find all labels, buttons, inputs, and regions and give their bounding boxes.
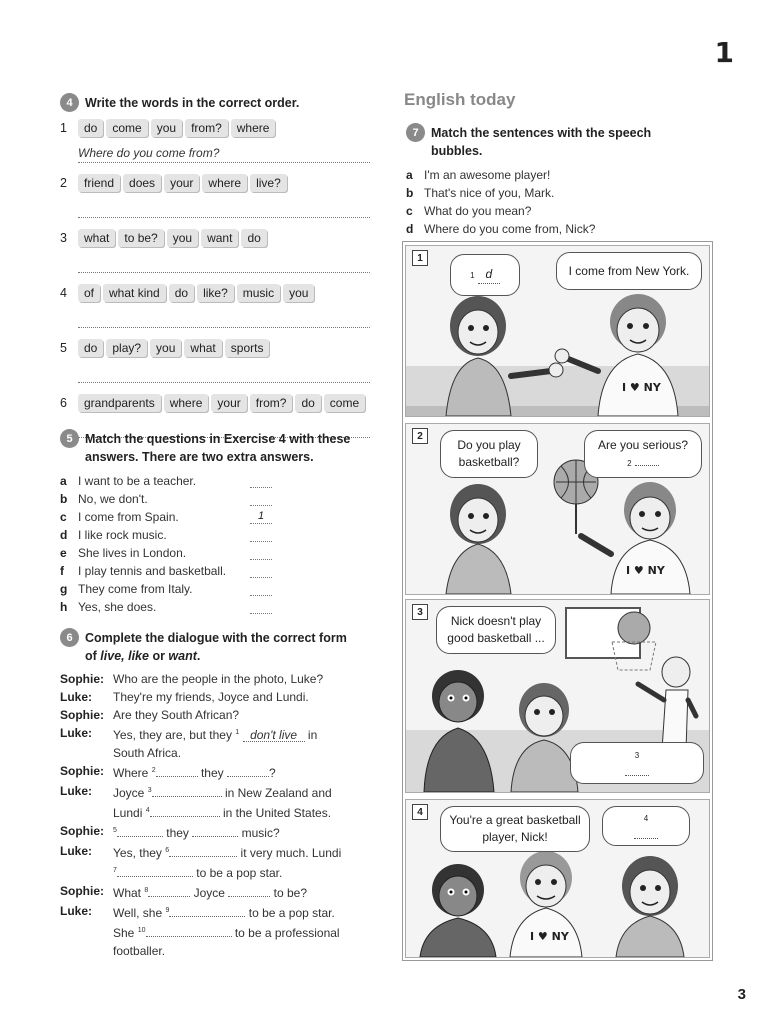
- item-letter: e: [60, 546, 67, 560]
- item-letter: d: [406, 222, 414, 236]
- dialogue-line: [60, 688, 370, 706]
- section-title-english-today: English today: [404, 90, 516, 109]
- speech-bubble-do-you-play-basketball: [440, 430, 538, 478]
- text-fragment: it very much. Lundi: [240, 846, 342, 860]
- answer-line[interactable]: [78, 311, 370, 328]
- text-fragment: in the United States.: [222, 806, 332, 820]
- match-answer-gap[interactable]: [250, 601, 272, 614]
- word-order-list: [60, 118, 370, 438]
- gap-number: 3: [147, 787, 152, 794]
- answer-match-list: [60, 472, 370, 616]
- word-chip: music: [237, 284, 280, 302]
- instruction-line: Match the questions in Exercise 4 with these: [85, 432, 351, 446]
- speaker-sophie: Sophie:: [60, 672, 104, 686]
- dialogue-line: [60, 782, 370, 822]
- word-chip: do: [169, 284, 194, 302]
- word-chip: you: [283, 284, 314, 302]
- word-chip: where: [231, 119, 276, 137]
- text-fragment: they: [200, 766, 224, 780]
- bubble-number: 4: [643, 813, 649, 823]
- word-chips: [78, 284, 314, 302]
- exercise-number-badge: 4: [60, 93, 79, 112]
- sentence-text: That's nice of you, Mark.: [424, 186, 555, 200]
- word-chip: sports: [225, 339, 270, 357]
- speaker-sophie: Sophie:: [60, 824, 104, 838]
- word-chip: do: [78, 119, 103, 137]
- word-chip: do: [295, 394, 320, 412]
- word-order-item: [60, 228, 370, 273]
- word-chip: friend: [78, 174, 120, 192]
- word-chip: what: [184, 339, 221, 357]
- bubble-answer-gap[interactable]: [634, 829, 658, 839]
- sentence-text: Where do you come from, Nick?: [424, 222, 596, 236]
- text-fragment: footballer.: [113, 944, 166, 958]
- word-chip: what: [78, 229, 115, 247]
- item-letter: a: [406, 168, 413, 182]
- unit-number: 1: [714, 36, 734, 69]
- word-chip: does: [123, 174, 161, 192]
- exercise-4-heading: [60, 94, 370, 112]
- word-chips: [78, 119, 275, 137]
- gap-1-example-answer: don't live: [243, 729, 305, 742]
- answer-item: [60, 526, 370, 544]
- bubble-number: 3: [634, 750, 640, 760]
- text-fragment: ?: [268, 766, 276, 780]
- instruction-verb: want: [168, 649, 197, 663]
- word-chip: you: [150, 339, 181, 357]
- instruction-line: bubbles.: [431, 144, 483, 158]
- bubble-text: basketball?: [458, 455, 520, 469]
- dialogue-text: [113, 902, 368, 960]
- text-fragment: to be?: [273, 886, 308, 900]
- word-chip: do: [78, 339, 103, 357]
- word-chip: what kind: [103, 284, 166, 302]
- bubble-text: Are you serious?: [597, 437, 689, 452]
- answer-text: I like rock music.: [78, 528, 167, 542]
- dialogue-text: [113, 822, 368, 842]
- item-number: 5: [60, 341, 67, 355]
- answer-item: [60, 508, 370, 526]
- word-order-row: [60, 228, 370, 248]
- dialogue-text: Are they South African?: [113, 708, 240, 722]
- text-fragment: Joyce: [113, 786, 145, 800]
- word-order-item: [60, 283, 370, 328]
- panel-number: 3: [412, 604, 428, 620]
- text-fragment: Yes, they: [113, 846, 162, 860]
- comic-panel-4: [405, 799, 710, 958]
- page-number: 3: [737, 986, 746, 1003]
- text-fragment: South Africa.: [113, 746, 182, 760]
- speaker-luke: Luke:: [60, 784, 93, 798]
- speech-bubble-are-you-serious: [584, 430, 702, 478]
- bubble-number: 2: [627, 458, 632, 468]
- bubble-text: You're a great basketball: [449, 813, 581, 827]
- match-answer-gap[interactable]: [250, 475, 272, 488]
- exercise-instruction: Write the words in the correct order.: [85, 96, 300, 110]
- word-order-item: [60, 118, 370, 163]
- bubble-answer-gap[interactable]: [625, 766, 649, 776]
- text-fragment: She: [113, 926, 135, 940]
- match-answer-gap[interactable]: [250, 529, 272, 542]
- text-fragment: in: [307, 728, 318, 742]
- bubble-number: 1: [470, 270, 475, 280]
- dialogue: [60, 670, 370, 960]
- text-fragment: to be a professional: [234, 926, 340, 940]
- speech-bubble-i-come-from-new-york: I come from New York.: [556, 252, 702, 290]
- word-chip: come: [324, 394, 365, 412]
- word-chip: where: [202, 174, 247, 192]
- shirt-i-love-ny-text: I ♥ NY: [626, 564, 665, 577]
- gap-number: 10: [137, 927, 146, 934]
- bubble-text: Do you play: [457, 438, 521, 452]
- word-chip: to be?: [118, 229, 163, 247]
- speaker-sophie: Sophie:: [60, 708, 104, 722]
- speech-bubble-1: [450, 254, 520, 296]
- answer-text: She lives in London.: [78, 546, 187, 560]
- speaker-luke: Luke:: [60, 690, 93, 704]
- dialogue-line: [60, 902, 370, 960]
- gap-5[interactable]: [117, 824, 163, 837]
- instruction-line: Match the sentences with the speech: [431, 126, 652, 140]
- word-chip: come: [106, 119, 147, 137]
- item-number: 1: [60, 121, 67, 135]
- gap-number: 4: [145, 807, 150, 814]
- item-letter: a: [60, 474, 67, 488]
- panel-number: 4: [412, 804, 428, 820]
- answer-line[interactable]: [78, 366, 370, 383]
- word-order-row: [60, 393, 370, 413]
- speaker-luke: Luke:: [60, 726, 93, 740]
- answer-text: Yes, she does.: [78, 600, 157, 614]
- comic-strip: [402, 241, 713, 961]
- exercise-4: [60, 94, 370, 438]
- instruction-word: of: [85, 649, 97, 663]
- dialogue-line: [60, 822, 370, 842]
- comic-panel-3: [405, 599, 710, 793]
- word-order-row: [60, 173, 370, 193]
- exercise-5: [60, 430, 370, 616]
- gap-9[interactable]: [169, 904, 245, 917]
- answer-item: [60, 562, 370, 580]
- item-number: 6: [60, 396, 67, 410]
- sentence-item: [406, 166, 706, 184]
- item-letter: c: [60, 510, 67, 524]
- text-fragment: Where: [113, 766, 149, 780]
- gap-2b[interactable]: [227, 764, 269, 777]
- answer-item: [60, 472, 370, 490]
- sentence-text: What do you mean?: [424, 204, 532, 218]
- bubble-text: player, Nick!: [482, 830, 548, 844]
- sentence-list: [406, 166, 706, 238]
- gap-2[interactable]: [156, 764, 198, 777]
- word-chip: do: [241, 229, 266, 247]
- word-order-item: [60, 173, 370, 218]
- exercise-instruction: [85, 430, 350, 466]
- text-fragment: in New Zealand and: [224, 786, 332, 800]
- word-chip: you: [167, 229, 198, 247]
- gap-8b[interactable]: [228, 884, 270, 897]
- gap-number: 8: [144, 887, 149, 894]
- answer-line[interactable]: [78, 256, 370, 273]
- speaker-luke: Luke:: [60, 844, 93, 858]
- item-number: 2: [60, 176, 67, 190]
- answer-item: [60, 598, 370, 616]
- text-fragment: to be a pop star.: [196, 866, 283, 880]
- sentence-text: I'm an awesome player!: [424, 168, 551, 182]
- gap-3[interactable]: [152, 784, 222, 797]
- exercise-instruction: [431, 124, 651, 160]
- dialogue-text: They're my friends, Joyce and Lundi.: [113, 690, 309, 704]
- gap-number: 6: [165, 847, 170, 854]
- text-fragment: Well, she: [113, 906, 163, 920]
- item-number: 4: [60, 286, 67, 300]
- item-letter: g: [60, 582, 68, 596]
- instruction-verbs: live, like: [100, 649, 149, 663]
- text-fragment: What: [113, 886, 142, 900]
- exercise-5-heading: [60, 430, 370, 466]
- exercise-instruction: [85, 629, 347, 665]
- dialogue-line: [60, 724, 370, 762]
- text-fragment: music?: [241, 826, 280, 840]
- gap-6[interactable]: [169, 844, 237, 857]
- text-fragment: Lundi: [113, 806, 143, 820]
- bubble-example-answer: d: [478, 266, 500, 284]
- speaker-luke: Luke:: [60, 904, 93, 918]
- speech-bubble-youre-a-great-player: [440, 806, 590, 852]
- gap-8[interactable]: [148, 884, 190, 897]
- gap-number: 2: [151, 767, 156, 774]
- word-chip: play?: [106, 339, 147, 357]
- match-answer-gap[interactable]: [250, 565, 272, 578]
- speaker-sophie: Sophie:: [60, 764, 104, 778]
- speech-bubble-4: [602, 806, 690, 846]
- word-chip: live?: [250, 174, 287, 192]
- shirt-i-love-ny-text: I ♥ NY: [622, 381, 661, 394]
- word-chips: [78, 174, 287, 192]
- match-answer-gap[interactable]: [250, 493, 272, 506]
- text-fragment: Joyce: [193, 886, 225, 900]
- dialogue-text: [113, 724, 368, 762]
- sentence-item: [406, 184, 706, 202]
- word-order-row: [60, 283, 370, 303]
- dialogue-line: [60, 762, 370, 782]
- exercise-7-heading: [406, 124, 706, 160]
- dialogue-text: Who are the people in the photo, Luke?: [113, 672, 324, 686]
- speech-bubble-nick-doesnt-play: [436, 606, 556, 654]
- bubble-answer-gap[interactable]: [635, 456, 659, 466]
- speaker-sophie: Sophie:: [60, 884, 104, 898]
- instruction-line: answers. There are two extra answers.: [85, 450, 314, 464]
- dialogue-text: [113, 842, 368, 882]
- word-chip: your: [211, 394, 246, 412]
- dialogue-text: [113, 882, 368, 902]
- item-letter: b: [60, 492, 68, 506]
- word-order-row: [60, 118, 370, 138]
- answer-text: I come from Spain.: [78, 510, 179, 524]
- dialogue-text: [113, 762, 368, 782]
- word-chip: of: [78, 284, 100, 302]
- bubble-text: Nick doesn't play: [450, 614, 542, 628]
- answer-text: They come from Italy.: [78, 582, 193, 596]
- bubble-text: good basketball ...: [447, 631, 545, 645]
- instruction-punct: .: [196, 649, 201, 663]
- text-fragment: to be a pop star.: [248, 906, 335, 920]
- exercise-number-badge: 7: [406, 123, 425, 142]
- gap-number: 9: [165, 907, 170, 914]
- answer-line[interactable]: Where do you come from?: [78, 146, 370, 163]
- match-answer-gap[interactable]: [250, 583, 272, 596]
- text-fragment: Yes, they are, but they: [113, 728, 232, 742]
- item-number: 3: [60, 231, 67, 245]
- word-order-item: [60, 338, 370, 383]
- shirt-i-love-ny-text: I ♥ NY: [530, 930, 569, 943]
- gap-7[interactable]: [117, 864, 193, 877]
- word-chip: your: [164, 174, 199, 192]
- item-letter: c: [406, 204, 413, 218]
- comic-panel-2: [405, 423, 710, 595]
- answer-text: I want to be a teacher.: [78, 474, 197, 488]
- item-letter: b: [406, 186, 414, 200]
- exercise-6-heading: [60, 629, 370, 665]
- panel-number: 1: [412, 250, 428, 266]
- dialogue-line: [60, 882, 370, 902]
- word-chip: grandparents: [78, 394, 161, 412]
- item-letter: h: [60, 600, 68, 614]
- word-chips: [78, 229, 267, 247]
- word-chip: where: [164, 394, 209, 412]
- speech-bubble-3: [570, 742, 704, 784]
- word-chips: [78, 339, 269, 357]
- exercise-7: [406, 124, 706, 238]
- dialogue-line: [60, 842, 370, 882]
- gap-number: 7: [113, 867, 117, 874]
- answer-line[interactable]: [78, 201, 370, 218]
- match-answer-gap[interactable]: 1: [250, 511, 272, 524]
- word-chip: from?: [185, 119, 228, 137]
- gap-4[interactable]: [150, 804, 220, 817]
- word-order-row: [60, 338, 370, 358]
- instruction-word: or: [152, 649, 165, 663]
- exercise-number-badge: 6: [60, 628, 79, 647]
- gap-5b[interactable]: [192, 824, 238, 837]
- word-chips: [78, 394, 365, 412]
- answer-text: I play tennis and basketball.: [78, 564, 227, 578]
- word-chip: want: [201, 229, 238, 247]
- dialogue-line: [60, 670, 370, 688]
- answer-item: [60, 490, 370, 508]
- answer-text: No, we don't.: [78, 492, 148, 506]
- instruction-line: Complete the dialogue with the correct form: [85, 631, 347, 645]
- match-answer-gap[interactable]: [250, 547, 272, 560]
- dialogue-line: [60, 706, 370, 724]
- word-chip: you: [151, 119, 182, 137]
- comic-panel-1: [405, 245, 710, 417]
- word-chip: like?: [197, 284, 234, 302]
- sentence-item: [406, 202, 706, 220]
- text-fragment: they: [166, 826, 189, 840]
- sentence-item: [406, 220, 706, 238]
- answer-item: [60, 544, 370, 562]
- answer-item: [60, 580, 370, 598]
- word-chip: from?: [250, 394, 293, 412]
- item-letter: d: [60, 528, 68, 542]
- gap-number: 1: [235, 729, 240, 736]
- dialogue-text: [113, 782, 368, 822]
- gap-10[interactable]: [146, 924, 232, 937]
- exercise-6: [60, 629, 370, 960]
- gap-number: 5: [113, 827, 117, 834]
- item-letter: f: [60, 564, 64, 578]
- panel-number: 2: [412, 428, 428, 444]
- exercise-number-badge: 5: [60, 429, 79, 448]
